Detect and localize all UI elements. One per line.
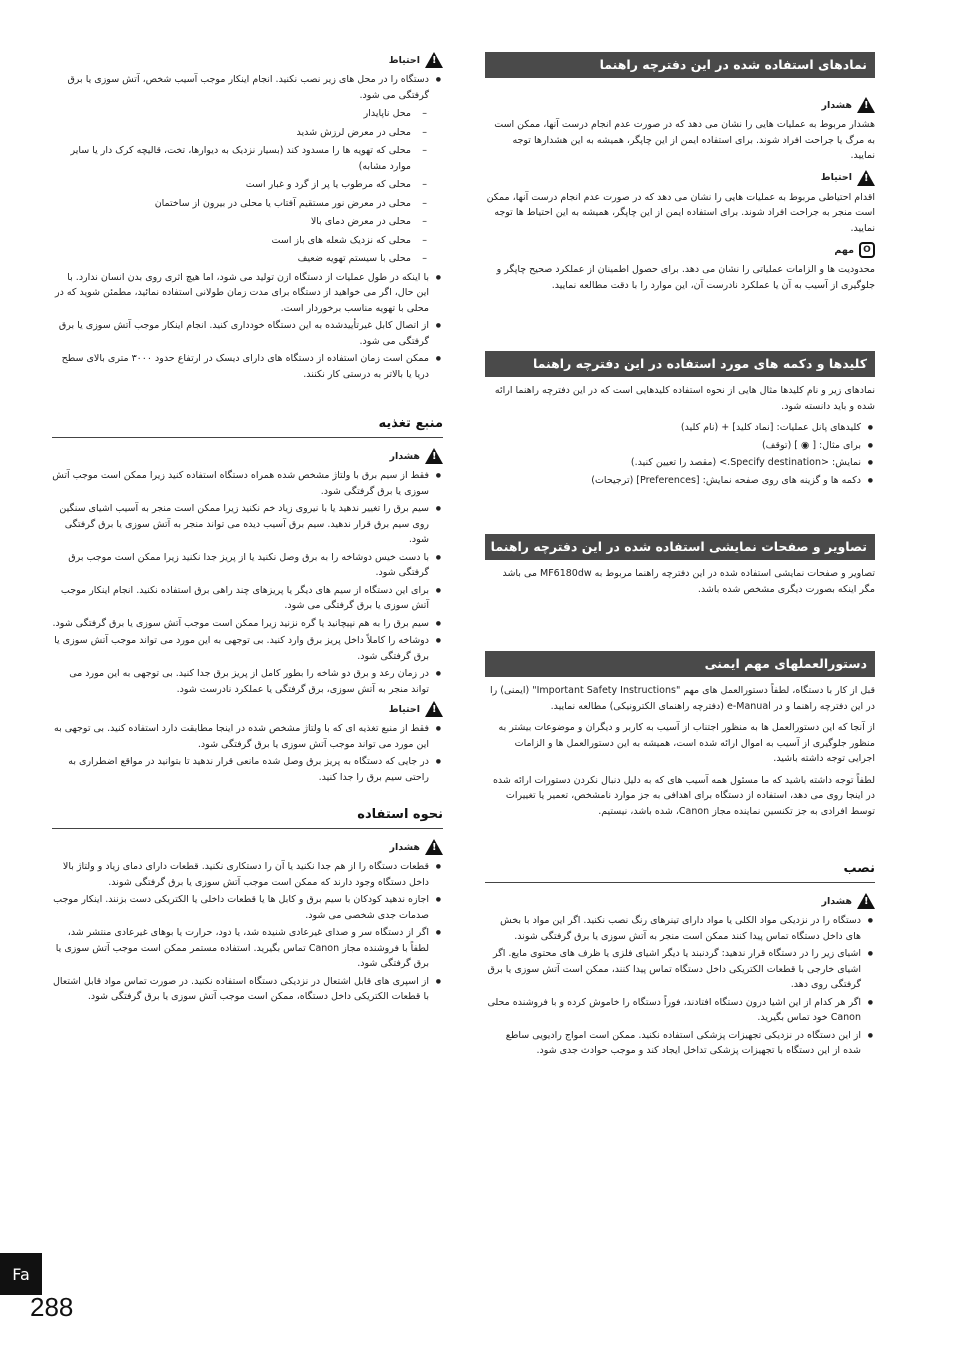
caution-label: احتیاط — [820, 172, 852, 183]
power-title: منبع تغذیه — [52, 416, 443, 438]
screens-section — [485, 534, 875, 597]
list-item: ● در زمان رعد و برق دو شاخه را بطور کامل از پریز برق جدا کنید. بی توجهی به این مورد می تواند منجر به آتش سوزی، برق گرفتگی یا عملکرد نادرست شود. — [52, 666, 429, 697]
list-item: ● فقط از سیم برق با ولتاژ مشخص شده همراه دستگاه استفاده کنید زیرا ممکن است موجب آتش سوزی یا برق گرفتگی شود. — [52, 468, 429, 499]
markings-section — [485, 52, 875, 293]
warning-label: هشدار — [389, 450, 420, 462]
list-item — [52, 72, 429, 267]
list-item: ● از اتصال کابل غیرتأییدشده به این دستگاه خودداری کنید. انجام اینکار موجب آتش سوزی یا برق گرفتگی می شود. — [52, 318, 429, 349]
important-text: محدودیت ها و الزامات عملیاتی را نشان می دهد. برای حصول اطمینان از عملکرد صحیح چاپگر و جلوگیری از آسیب به آن یا عملکرد نادرست آن، این موارد را با دقت مطالعه نمایید. — [496, 264, 875, 291]
location-item: – محلی در معرض لرزش شدید — [52, 125, 411, 141]
install-section — [485, 861, 875, 1059]
handling-title: نحوه استفاده — [52, 807, 443, 829]
instructions-section — [485, 651, 875, 819]
list-item: ● سیم برق را به هم نپیچانید یا گره نزنید زیرا ممکن است موجب آتش سوزی یا برق گرفتگی شود. — [52, 616, 429, 632]
warning-text: هشدار مربوط به عملیات هایی را نشان می دهد که در صورت عدم انجام درست آنها، ممکن است به مرگ یا جراحت افراد شوند. برای استفاده ایمن از این چاپگر، همیشه به این هشدارها توجه نمایید. — [494, 119, 875, 161]
caution-icon — [857, 170, 875, 186]
list-item: ● در جایی که دستگاه به پریز برق وصل شده مانعی قرار ندهید تا بتوانید در مواقع اضطراری به راحتی سیم برق را جدا کنید. — [52, 754, 429, 785]
caution-label: احتیاط — [388, 703, 420, 715]
warning-icon — [425, 839, 443, 855]
list-item: ● از اسپری های قابل اشتعال در نزدیکی دستگاه استفاده نکنید. در صورت تماس مواد قابل اشتعال با قطعات الکتریکی داخل دستگاه، ممکن است موجب آتش سوزی یا برق گرفتگی شود. — [52, 974, 429, 1005]
location-item: – محلی که نزدیک شعله های باز است — [52, 233, 411, 249]
list-item: ● نمایش: <Specify destination.> (مقصد را تعیین کنید.) — [485, 455, 861, 471]
list-item: ● دکمه ها و گزینه های روی صفحه نمایش: [Preferences] (ترجیحات) — [485, 473, 861, 489]
caution-label: احتیاط — [388, 54, 420, 66]
power-section — [52, 416, 443, 785]
location-item: – محلی در معرض نور مستقیم آفتاب یا محلی در بیرون از ساختمان — [52, 196, 411, 212]
list-item: ● با اینکه در طول عملیات از دستگاه ازن تولید می شود، اما هیچ اثری روی بدن انسان ندارد. با این حال، اگر می خواهید از دستگاه برای مدت زمان طولانی استفاده نمائید، مطمئن شوید که در محلی با تهویه مناسب برخوردار است. — [52, 270, 429, 317]
warning-label: هشدار — [821, 99, 852, 111]
location-item: – محلی در معرض دمای بالا — [52, 214, 411, 230]
keys-intro: نمادهای زیر و نام کلیدها مثال هایی از نحوه استفاده کلیدهایی است که در این دفترچه راهنما ارائه شده و باید دانسته شود. — [494, 385, 875, 412]
instructions-title: دستورالعملهای مهم ایمنی — [485, 651, 875, 677]
list-item: ● برای مثال: [ ◉ ] (توقف) — [485, 438, 861, 454]
list-item: ● قطعات دستگاه را از هم جدا نکنید یا آن را دستکاری نکنید. قطعات دارای دمای زیاد و ولتاژ بالا داخل دستگاه وجود دارند که ممکن است موجب آتش سوزی یا برق گرفتگی شوند. — [52, 859, 429, 890]
screens-text: تصاویر و صفحات نمایشی استفاده شده در این دفترچه راهنما مربوط به MF6180dw می باشد مگر اینکه بصورت دیگری مشخص شده باشد. — [502, 568, 875, 595]
instructions-p1: قبل از کار با دستگاه، لطفاً دستورالعمل های مهم "Important Safety Instructions" (ایمنی) را در این دفترچه راهنما و در e-Manual (دفترچه راهنمای الکترونیکی) مطالعه نمایید. — [490, 685, 875, 712]
list-item: ● دوشاخه را کاملاً داخل پریز برق وارد کنید. بی توجهی به این مورد می تواند موجب آتش سوزی یا برق گرفتگی شود. — [52, 633, 429, 664]
handling-section — [52, 807, 443, 1005]
page-number: 288 — [30, 1292, 74, 1322]
keys-section — [485, 351, 875, 488]
list-item: ● سیم برق را تغییر ندهید یا با نیروی زیاد خم نکنید زیرا ممکن است منجر به آسیب اشیای سنگین روی سیم برق قرار ندهید. سیم برق آسیب دیده می تواند منجر به آتش سوزی یا برق گرفتگی شود. — [52, 501, 429, 548]
keys-title: کلیدها و دکمه های مورد استفاده در این دفترچه راهنما — [485, 351, 875, 377]
caution-text: اقدام احتیاطی مربوط به عملیات هایی را نشان می دهد که در صورت عدم انجام درست آنها، ممکن است منجر به جراحت افراد شوند. برای استفاده ایمن از این چاپگر، همیشه به این احتیاط ها توجه نمایید. — [486, 191, 875, 234]
install-title: نصب — [485, 861, 875, 883]
list-item: ● اشیای زیر را در دستگاه قرار ندهید: گردنبند یا دیگر اشیای فلزی یا ظرف های محتوی مایع. اگر اشیای خارجی با قطعات الکتریکی داخل دستگاه تماس پیدا کنند، ممکن است آتش سوزی یا برق گرفتگی روی دهد. — [485, 946, 861, 993]
list-item: ● ممکن است زمان استفاده از دستگاه های دارای دیسک در ارتفاع حدود ۳۰۰۰ متری بالای سطح دریا یا بالاتر به درستی کار نکنند. — [52, 351, 429, 382]
warning-icon — [857, 893, 875, 909]
list-item: ● اگر از دستگاه سر و صدای غیرعادی شنیده شد، یا دود، حرارت یا بوهای غیرعادی منتشر شد، لطفاً با فروشنده مجاز Canon تماس بگیرید. استفاده مستمر ممکن است موجب آتش سوزی یا برق گرفتگی شود. — [52, 925, 429, 972]
important-label: مهم — [834, 244, 854, 256]
markings-title: نمادهای استفاده شده در این دفترچه راهنما — [485, 52, 875, 78]
list-item: ● برای این دستگاه از سیم های دیگر یا پریزهای چند راهی برق استفاده نکنید. انجام اینکار موجب آتش سوزی یا برق گرفتگی می شود. — [52, 583, 429, 614]
list-item: ● فقط از منبع تغذیه ای که با ولتاژ مشخص شده در اینجا مطابقت دارد استفاده کنید. بی توجهی به این مورد می تواند موجب آتش سوزی یا برق گرفتگی شود. — [52, 721, 429, 752]
location-item: – محلی با سیستم تهویه ضعیف — [52, 251, 411, 267]
instructions-p3: لطفاً توجه داشته باشید که ما مسئول همه آسیب های که به دلیل دنبال نکردن دستورات ارائه شده در اینجا روی می دهد، استفاده از دستگاه برای اهدافی به جز موارد نامشخص، تعمیر یا تغییرات توسط افرادی به جز تکنسین نماینده مجاز Canon، شده باشد، نیستیم. — [492, 774, 875, 817]
list-item: ● از این دستگاه در نزدیکی تجهیزات پزشکی استفاده نکنید. ممکن است امواج رادیویی ساطع شده از این دستگاه با تجهیزات پزشکی تداخل ایجاد کند و موجب حوادث جدی شود. — [485, 1028, 861, 1059]
warning-label: هشدار — [821, 895, 852, 907]
list-item: ● اگر هر کدام از این اشیا درون دستگاه افتادند، فوراً دستگاه را خاموش کرده و با فروشنده محلی Canon خود تماس بگیرید. — [485, 995, 861, 1026]
screens-title: تصاویر و صفحات نمایشی استفاده شده در این دفترچه راهنما — [485, 534, 875, 560]
warning-icon — [857, 97, 875, 113]
list-item: ● اجازه ندهید کودکان با سیم برق و کابل ها یا قطعات داخلی یا الکتریکی دست بزنند. اینکار موجب صدمات جدی شخصی می شود. — [52, 892, 429, 923]
list-item: ● دستگاه را در نزدیکی مواد الکلی یا مواد دارای تینرهای رنگ نصب نکنید. اگر این مواد با بخش های داخل دستگاه تماس پیدا کنند ممکن است منجر به آتش سوزی یا برق گرفتگی شوند. — [485, 913, 861, 944]
list-item: ● با دست خیس دوشاخه را به برق وصل نکنید یا از پریز جدا نکنید زیرا ممکن است موجب برق گرفتگی شود. — [52, 550, 429, 581]
warning-label: هشدار — [389, 841, 420, 853]
instructions-p2: از آنجا که این دستورالعمل ها به منظور اجتناب از آسیب به کاربر و دیگران و موضوعات بیشتر به منظور جلوگیری از آسیب به اموال ارائه شده است، همیشه به این دستورالعمل ها و الزامات اجرایی توجه داشته باشید. — [498, 722, 875, 764]
caution-icon — [425, 52, 443, 68]
language-tab: Fa — [0, 1253, 42, 1295]
caution-icon — [425, 701, 443, 717]
important-icon: O — [859, 242, 875, 258]
caution-intro: دستگاه را در محل های زیر نصب نکنید. انجام اینکار موجب آسیب شخص، آتش سوزی یا برق گرفتگی می شود. — [67, 74, 429, 101]
list-item: ● کلیدهای پانل عملیات: [نماد کلید] + (نام کلید) — [485, 420, 861, 436]
warning-icon — [425, 448, 443, 464]
location-item: – محل ناپایدار — [52, 106, 411, 122]
location-item: – محلی که مرطوب یا پر از گرد و غبار است — [52, 177, 411, 193]
location-item: – محلی که تهویه ها را مسدود کند (بسیار نزدیک به دیوارها، تخت، قالیچه کرک دار یا سایر موارد مشابه) — [52, 143, 411, 174]
